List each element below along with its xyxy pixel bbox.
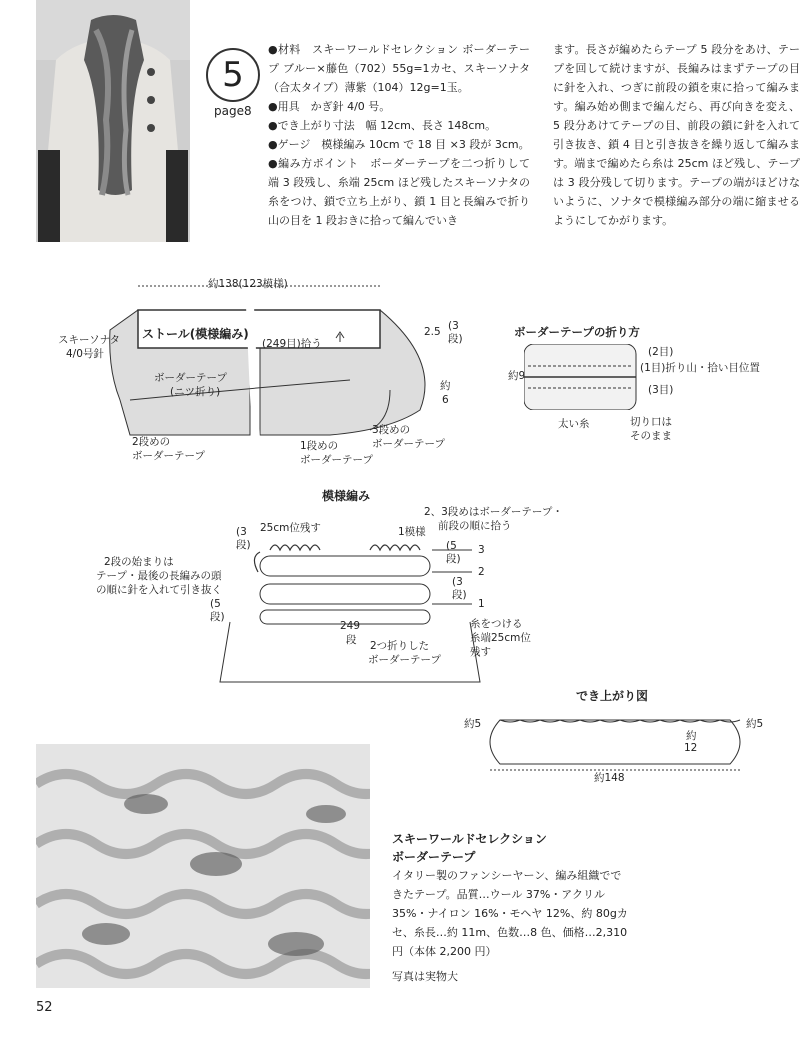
instructions-left-column [268,40,530,230]
stole-pickup-label: (249目)拾う [262,338,322,350]
yarn-info-title [392,830,547,866]
fold-row2-label: (2目) [648,346,674,358]
yarn-description: イタリー製のファンシーヤーン、編み組織でできたテープ。品質…ウール 37%・アクリル 35%・ナイロン 16%・モヘヤ 12%、約 80gカセ、糸長…約 11m、色数…8 色、価格…2,310 円（本体 2,200 円） [392,869,628,958]
yarn-name: ボーダーテープ [392,850,476,864]
arrow-row2: 2 [478,566,485,578]
stole-border-tape-label: ボーダーテープ [154,372,227,384]
row1-label-b: ボーダーテープ [300,454,373,466]
pattern-stitch-count: 249 [340,620,361,632]
pattern-title: 模様編み [322,489,371,503]
pattern-note-top-b: 前段の順に拾う [438,520,512,532]
row2-label-a: 2段めの [132,436,171,448]
stole-side-height-a: 約 [440,380,451,392]
pattern-note-left-c: の順に針を入れて引き抜く [96,584,222,596]
project-number: 5 [206,48,260,102]
row2-label-b: ボーダーテープ [132,450,205,462]
attach-yarn-a: 糸をつける [470,618,523,630]
fold-row3-label: (3目) [648,384,674,396]
row1-label-a: 1段めの [300,440,339,452]
hook-size-label: 4/0号針 [66,348,104,360]
thick-yarn-label: 太い糸 [558,418,590,430]
pattern-rows3-b: (3段) [452,576,467,601]
materials-text: ●材料 スキーワールドセレクション ボーダーテープ ブルー×藤色（702）55g=1カセ、スキーソナタ（合太タイプ）薄紫（104）12g=1玉。 [268,43,530,94]
one-pattern-label: 1模様 [398,526,426,538]
yarn-texture [36,744,370,988]
page-reference: page8 [214,104,252,118]
finished-width-a: 約 [686,730,697,742]
yarn-name-label: スキーソナタ [58,334,121,346]
arrow-row3: 3 [478,544,485,556]
fold-row1-label: (1目)折り山・拾い目位置 [640,362,760,374]
cut-edge-label-b: そのまま [630,430,672,442]
finished-title: でき上がり図 [576,689,649,703]
fold-diagram-title: ボーダーテープの折り方 [514,325,640,339]
row3-label-b: ボーダーテープ [372,438,445,450]
attach-yarn-b: 糸端25cm位 [470,632,531,644]
cut-edge-label-a: 切り口は [630,416,672,428]
folded-tape-a: 2つ折りした [370,640,430,652]
finished-right-end: 約5 [746,718,764,730]
instructions-right-column [553,40,800,230]
page-number: 52 [36,1000,53,1015]
pattern-note-left-a: 2段の始まりは [104,556,174,568]
stole-side-height-b: 6 [442,394,449,406]
method-text: ●編み方ポイント ボーダーテープを二つ折りして端 3 段残し、糸端 25cm ほど残したスキーソナタの糸をつけ、鎖で立ち上がり、鎖 1 目と長編みで折り山の目を 1 段おきに拾って編んでいき [268,157,530,227]
photo-actual-size-note: 写真は実物大 [392,970,458,983]
tools-text: ●用具 かぎ針 4/0 号。 [268,100,391,113]
finished-size-text: ●でき上がり寸法 幅 12cm、長さ 148cm。 [268,119,497,132]
finished-left-end: 約5 [464,718,482,730]
pattern-note-left-b: テープ・最後の長編みの頭 [96,570,222,582]
finished-width-b: 12 [684,742,698,754]
arrow-row1: 1 [478,598,485,610]
yarn-photo [36,744,370,988]
stole-top-height: 2.5 [424,326,441,338]
fold-diagram [524,344,644,410]
fold-side-label: 約9 [508,370,526,382]
stole-fold-label: (ニツ折り) [170,386,221,398]
stole-top-rows: (3段) [448,320,463,345]
pattern-rows5-a: (5段) [446,540,461,565]
coat-photo [36,0,190,242]
leave-25cm-label: 25cm位残す [260,522,321,534]
attach-yarn-c: 残す [470,646,491,658]
pattern-rows3-a: (3段) [236,526,251,551]
row3-label-a: 3段めの [372,424,411,436]
pattern-stitch-unit: 段 [346,634,357,646]
coat-illustration [36,0,190,242]
finished-length: 約148 [594,772,625,784]
yarn-brand: スキーワールドセレクション [392,832,547,846]
pattern-note-top-a: 2、3段めはボーダーテープ・ [424,506,563,518]
finished-diagram [480,712,750,772]
method-continued-text: ます。長さが編めたらテープ 5 段分をあけ、テープを回して続けますが、長編みはまずテープの目に針を入れ、つぎに前段の鎖を束に拾って編みます。編み始め側まで編んだら、再び向きを変え、5 段分あけてテープの目、前段の鎖に針を入れて引き抜き、鎖 4 目と引き抜きを繰り返して編みます。端まで編めたら糸は 25cm ほど残し、テープは 3 段分残して切ります。テープの端がほどけないように、ソナタで模様編み部分の端に縮ませるようにしてかがります。 [553,43,800,227]
pattern-rows5-b: (5段) [210,598,225,623]
stole-title: ストール(模様編み) [142,327,249,341]
folded-tape-b: ボーダーテープ [368,654,441,666]
gauge-text: ●ゲージ 模様編み 10cm で 18 目 ×3 段が 3cm。 [268,138,530,151]
stole-width-label: 約138(123模様) [208,278,288,290]
